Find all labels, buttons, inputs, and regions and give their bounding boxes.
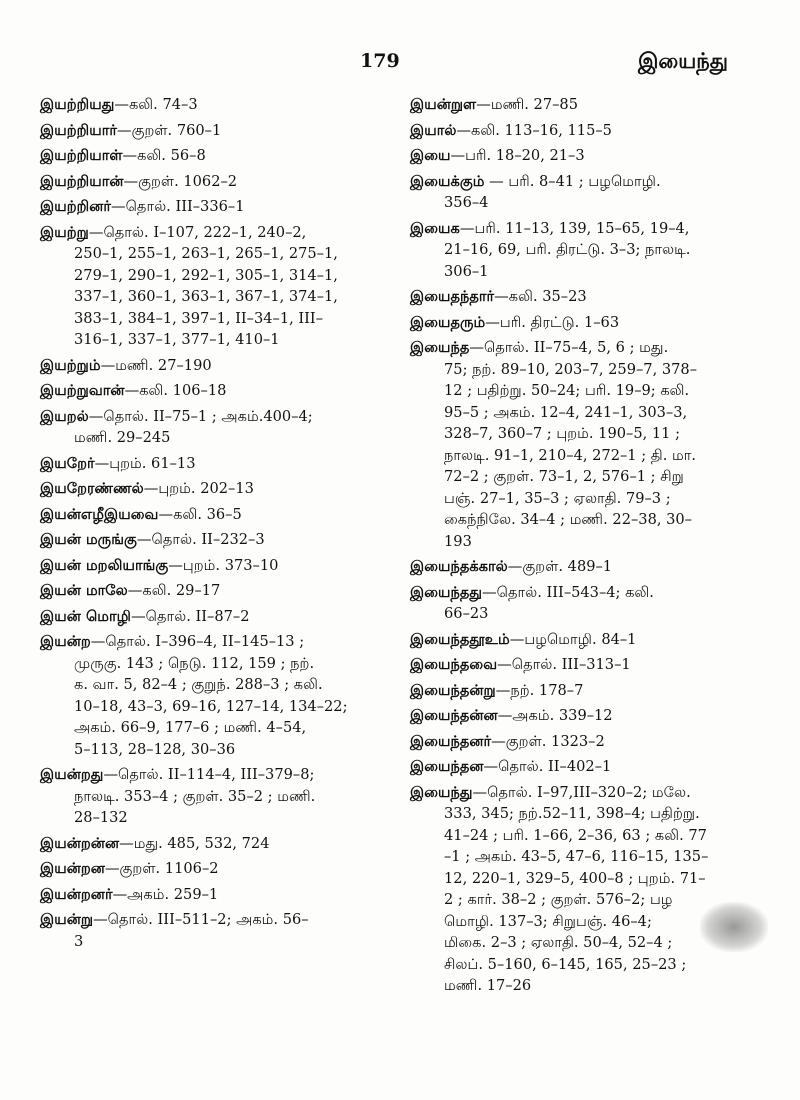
entry-headword: இயன்ற: [40, 633, 91, 650]
entry-references: —புறம். 373–10: [168, 556, 279, 574]
entry-references: —கலி. 56–8: [122, 147, 206, 164]
entry-references: —கலி. 29–17: [127, 582, 221, 599]
entry-references: —தொல். II–75–4, 5, 6 ; மது. 75; நற். 89–10, 203–7, 259–7, 378– 12 ; பதிற்று. 50–24; பரி. 19–9; கலி. 95–5 ; அகம். 12–4, 241–1, 303–3, 328–7, 360–7 ; புறம். 190–5, 11 ; நாலடி. 91–1, 210–4, 272–1 ; தி. மா. 72–2 ; குறள். 73–1, 2, 576–1 ; சிறு பஞ். 27–1, 35–3 ; ஏலாதி. 79–3 ; கைந்நிலே. 34–4 ; மணி. 22–38, 30– 193: [444, 339, 697, 550]
entry-headword: இயைந்த: [410, 339, 470, 356]
entry-references: —பரி. 18–20, 21–3: [450, 147, 585, 164]
index-entry: [40, 504, 390, 526]
index-entry: [410, 680, 766, 702]
index-entry: [410, 120, 766, 142]
entry-headword: இயைந்தவை: [410, 656, 498, 673]
ink-smudge: [700, 902, 768, 952]
index-entry: [40, 858, 390, 880]
entry-references: —பரி. 11–13, 139, 15–65, 19–4, 21–16, 69, பரி. திரட்டு. 3–3; நாலடி. 306–1: [444, 219, 691, 280]
index-entry: [410, 629, 766, 651]
entry-headword: இயைக: [410, 219, 460, 237]
entry-references: —புறம். 202–13: [143, 480, 254, 497]
entry-headword: இயற்றியாள்: [40, 147, 123, 164]
entry-headword: இயன் மொழி: [40, 607, 132, 625]
entry-references: —கலி. 74–3: [114, 96, 198, 113]
index-entry: [40, 833, 390, 855]
index-entry: [40, 120, 390, 142]
page-number: 179: [360, 50, 400, 72]
index-entry: [410, 286, 766, 308]
index-entry: [40, 606, 390, 628]
entry-headword: இயன் மாலே: [40, 582, 128, 599]
entry-headword: இயைந்தனர்: [410, 732, 492, 750]
entry-references: —குறள். 489–1: [507, 558, 613, 575]
entry-headword: இயற்றியது: [40, 96, 115, 113]
index-entry: [410, 731, 766, 753]
left-column: [40, 94, 390, 956]
entry-references: —குறள். 1323–2: [491, 732, 605, 750]
entry-headword: இயை: [410, 147, 451, 164]
running-head: இயைந்து: [638, 48, 728, 73]
entry-references: — பரி. 8–41 ; பழமொழி. 356–4: [444, 172, 661, 211]
entry-headword: இயைந்தன்ன: [410, 707, 498, 724]
entry-headword: இயன்றுள: [410, 96, 477, 113]
index-entry: [40, 355, 390, 377]
page-header: [0, 48, 800, 88]
index-entry: [40, 222, 390, 351]
index-entry: [410, 756, 766, 778]
entry-headword: இயன்றனர்: [40, 885, 113, 903]
entry-references: —தொல். III–313–1: [497, 656, 631, 673]
entry-headword: இயைதரும்: [410, 313, 486, 331]
entry-references: —தொல். I–107, 222–1, 240–2, 250–1, 255–1, 263–1, 265–1, 275–1, 279–1, 290–1, 292–1, 305–1, 314–1, 337–1, 360–1, 363–1, 367–1, 374–1, 383–1, 384–1, 397–1, II–34–1, III– 316–1, 337–1, 377–1, 410–1: [74, 223, 338, 348]
index-entry: [40, 529, 390, 551]
index-entry: [40, 909, 390, 952]
entry-references: —பரி. திரட்டு. 1–63: [485, 313, 620, 331]
entry-headword: இயைந்தது: [410, 583, 483, 601]
entry-headword: இயன்று: [40, 911, 94, 928]
index-entry: [40, 380, 390, 402]
entry-headword: இயைதந்தார்: [410, 288, 495, 305]
index-entry: [410, 218, 766, 283]
entry-references: —குறள். 760–1: [116, 121, 222, 139]
index-entry: [40, 145, 390, 167]
index-entry: [40, 196, 390, 218]
entry-references: —மது. 485, 532, 724: [119, 834, 270, 852]
index-entry: [40, 478, 390, 500]
entry-references: —தொல். II–402–1: [483, 758, 612, 775]
index-entry: [410, 582, 766, 625]
index-entry: [40, 884, 390, 906]
entry-references: —தொல். II–114–4, III–379–8; நாலடி. 353–4 ; குறள். 35–2 ; மணி. 28–132: [74, 766, 316, 826]
entry-headword: இயறேரண்ணல்: [40, 480, 144, 497]
index-entry: [410, 654, 766, 676]
entry-references: —கலி. 36–5: [158, 505, 242, 523]
entry-headword: இயன்எழீஇயவை: [40, 505, 159, 523]
entry-references: —தொல். II–75–1 ; அகம்.400–4; மணி. 29–245: [74, 407, 313, 446]
entry-headword: இயைந்தக்கால்: [410, 558, 508, 575]
entry-references: —பழமொழி. 84–1: [509, 630, 637, 648]
entry-references: —கலி. 35–23: [494, 288, 587, 305]
entry-references: —தொல். I–396–4, II–145–13 ; முருகு. 143 ; நெடு. 112, 159 ; நற். க. வா. 5, 82–4 ; குறுந். 288–3 ; கலி. 10–18, 43–3, 69–16, 127–14, 134–22; அகம். 66–9, 177–6 ; மணி. 4–54, 5–113, 28–128, 30–36: [74, 633, 348, 758]
entry-references: —தொல். III–511–2; அகம். 56– 3: [74, 911, 309, 950]
entry-headword: இயற்றுவான்: [40, 382, 125, 399]
entry-references: —தொல். III–336–1: [110, 198, 245, 215]
index-entry: [410, 556, 766, 578]
index-entry: [40, 406, 390, 449]
entry-references: —தொல். I–97,III–320–2; மலே. 333, 345; நற்.52–11, 398–4; பதிற்று. 41–24 ; பரி. 1–66, 2–36, 63 ; கலி. 77 –1 ; அகம். 43–5, 47–6, 116–15, 135– 12, 220–1, 329–5, 400–8 ; புறம். 71– 2 ; கார். 38–2 ; குறள். 576–2; பழ மொழி. 137–3; சிறுபஞ். 46–4; மிகை. 2–3 ; ஏலாதி. 50–4, 52–4 ; சிலப். 5–160, 6–145, 165, 25–23 ; மணி. 17–26: [444, 783, 709, 994]
entry-headword: இயால்: [410, 121, 457, 139]
index-entry: [410, 312, 766, 334]
entry-headword: இயைந்தன்று: [410, 681, 496, 699]
entry-references: —குறள். 1062–2: [123, 172, 238, 190]
entry-headword: இயற்றும்: [40, 356, 101, 374]
index-entry: [410, 94, 766, 116]
index-entry: [410, 171, 766, 214]
index-entry: [40, 453, 390, 475]
entry-references: —கலி. 106–18: [124, 382, 227, 399]
right-column: [410, 94, 766, 1001]
entry-references: —மணி. 27–85: [476, 96, 578, 113]
entry-headword: இயைந்தன: [410, 758, 484, 775]
entry-references: —நற். 178–7: [495, 681, 584, 699]
entry-headword: இயறேர்: [40, 454, 95, 472]
entry-headword: இயற்றியான்: [40, 172, 124, 190]
index-entry: [410, 337, 766, 552]
index-entry: [40, 94, 390, 116]
entry-references: —மணி. 27–190: [100, 356, 212, 374]
index-entry: [410, 705, 766, 727]
index-entry: [40, 764, 390, 829]
entry-references: —கலி. 113–16, 115–5: [456, 121, 612, 139]
index-entry: [40, 580, 390, 602]
entry-headword: இயற்றியார்: [40, 121, 117, 139]
entry-references: —புறம். 61–13: [94, 454, 196, 472]
entry-references: —தொல். II–87–2: [131, 607, 250, 625]
entry-headword: இயற்றினர்: [40, 198, 111, 215]
entry-references: —குறள். 1106–2: [104, 860, 219, 877]
entry-headword: இயறல்: [40, 407, 89, 425]
entry-headword: இயைக்கும்: [410, 172, 485, 190]
entry-headword: இயற்று: [40, 223, 89, 241]
index-entry: [40, 555, 390, 577]
entry-headword: இயன்றன: [40, 860, 105, 877]
index-entry: [40, 171, 390, 193]
entry-headword: இயன் மறலியாங்கு: [40, 556, 169, 574]
entry-references: —தொல். III–543–4; கலி. 66–23: [444, 583, 654, 622]
entry-headword: இயைந்து: [410, 783, 473, 801]
entry-headword: இயைந்ததூஉம்: [410, 630, 510, 648]
index-entry: [410, 145, 766, 167]
entry-headword: இயன்றன்ன: [40, 834, 120, 852]
entry-headword: இயன் மருங்கு: [40, 531, 137, 548]
entry-references: —அகம். 259–1: [112, 885, 219, 903]
index-entry: [40, 631, 390, 760]
entry-headword: இயன்றது: [40, 766, 104, 783]
entry-references: —அகம். 339–12: [497, 707, 613, 724]
index-entry: [410, 782, 766, 997]
entry-references: —தொல். II–232–3: [136, 531, 265, 548]
